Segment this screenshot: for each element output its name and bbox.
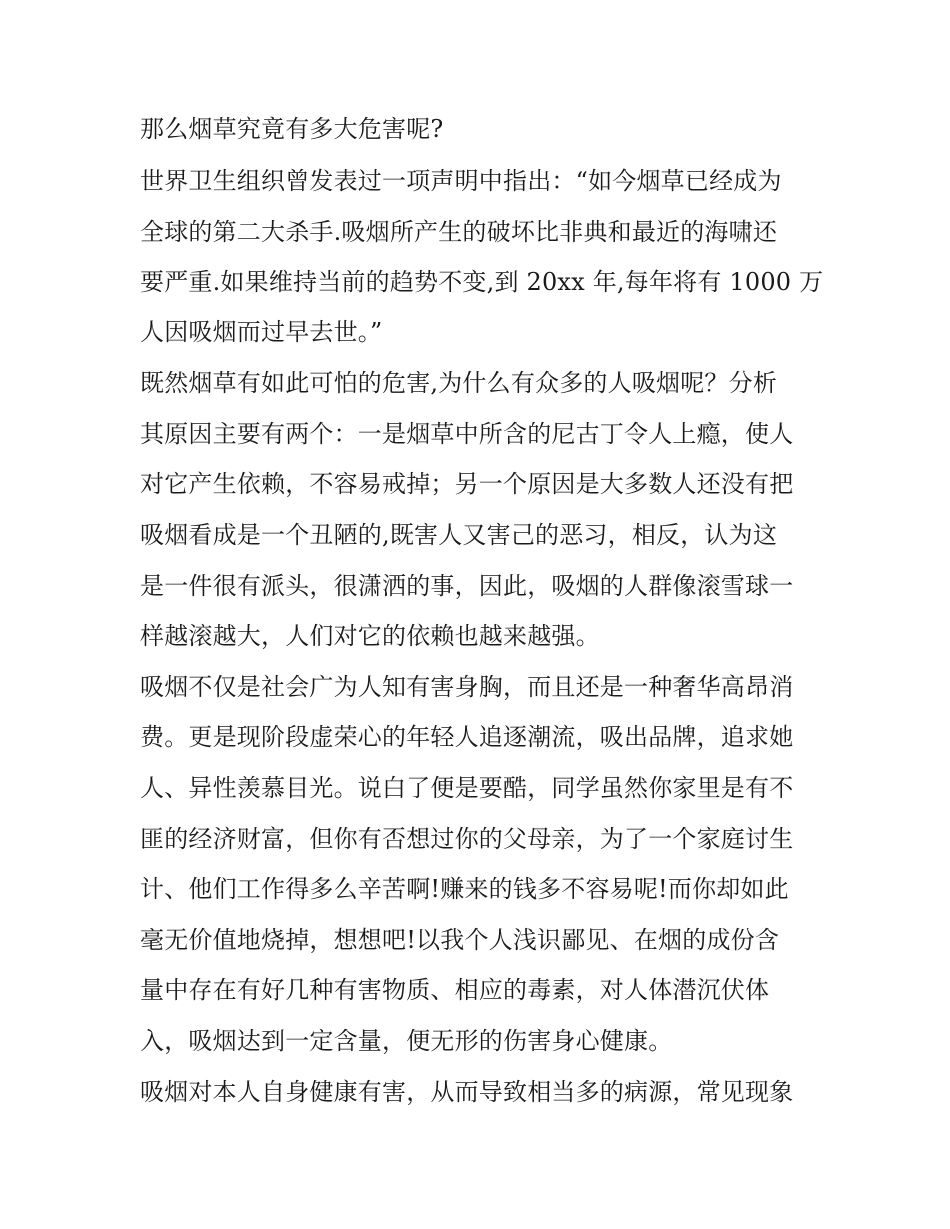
- text-line: 吸烟看成是一个丑陋的,既害人又害己的恶习，相反，认为这: [140, 521, 778, 549]
- text-line: 全球的第二大杀手.吸烟所产生的破坏比非典和最近的海啸还: [140, 218, 778, 246]
- text-line: 那么烟草究竟有多大危害呢?: [140, 115, 444, 143]
- text-line: 吸烟不仅是社会广为人知有害身胸，而且还是一种奢华高昂消: [140, 673, 794, 701]
- text-line: 既然烟草有如此可怕的危害,为什么有众多的人吸烟呢？分析: [140, 369, 778, 397]
- text-line: 世界卫生组织曾发表过一项声明中指出：“如今烟草已经成为: [140, 167, 782, 195]
- text-line: 入，吸烟达到一定含量，便无形的伤害身心健康。: [140, 1027, 673, 1055]
- text-line: 人因吸烟而过早去世。”: [140, 318, 383, 346]
- text-line: 人、异性羡慕目光。说白了便是要酷，同学虽然你家里是有不: [140, 774, 794, 802]
- text-line: 匪的经济财富，但你有否想过你的父母亲，为了一个家庭讨生: [140, 825, 794, 853]
- text-line: 量中存在有好几种有害物质、相应的毒素，对人体潜沉伏体: [140, 976, 770, 1004]
- text-line: 计、他们工作得多么辛苦啊!赚来的钱多不容易呢!而你却如此: [140, 875, 789, 903]
- text-line: 其原因主要有两个：一是烟草中所含的尼古丁令人上瘾，使人: [140, 420, 794, 448]
- text-line: 样越滚越大，人们对它的依赖也越来越强。: [140, 622, 600, 650]
- text-line: 是一件很有派头，很潇洒的事，因此，吸烟的人群像滚雪球一: [140, 572, 794, 600]
- text-line: 对它产生依赖，不容易戒掉；另一个原因是大多数人还没有把: [140, 470, 794, 498]
- text-line: 要严重.如果维持当前的趋势不变,到 20xx 年,每年将有 1000 万: [140, 268, 824, 296]
- text-line: 毫无价值地烧掉，想想吧!以我个人浅识鄙见、在烟的成份含: [140, 926, 780, 954]
- text-line: 吸烟对本人自身健康有害，从而导致相当多的病源，常见现象: [140, 1078, 794, 1106]
- text-line: 费。更是现阶段虚荣心的年轻人追逐潮流，吸出品牌，追求她: [140, 723, 794, 751]
